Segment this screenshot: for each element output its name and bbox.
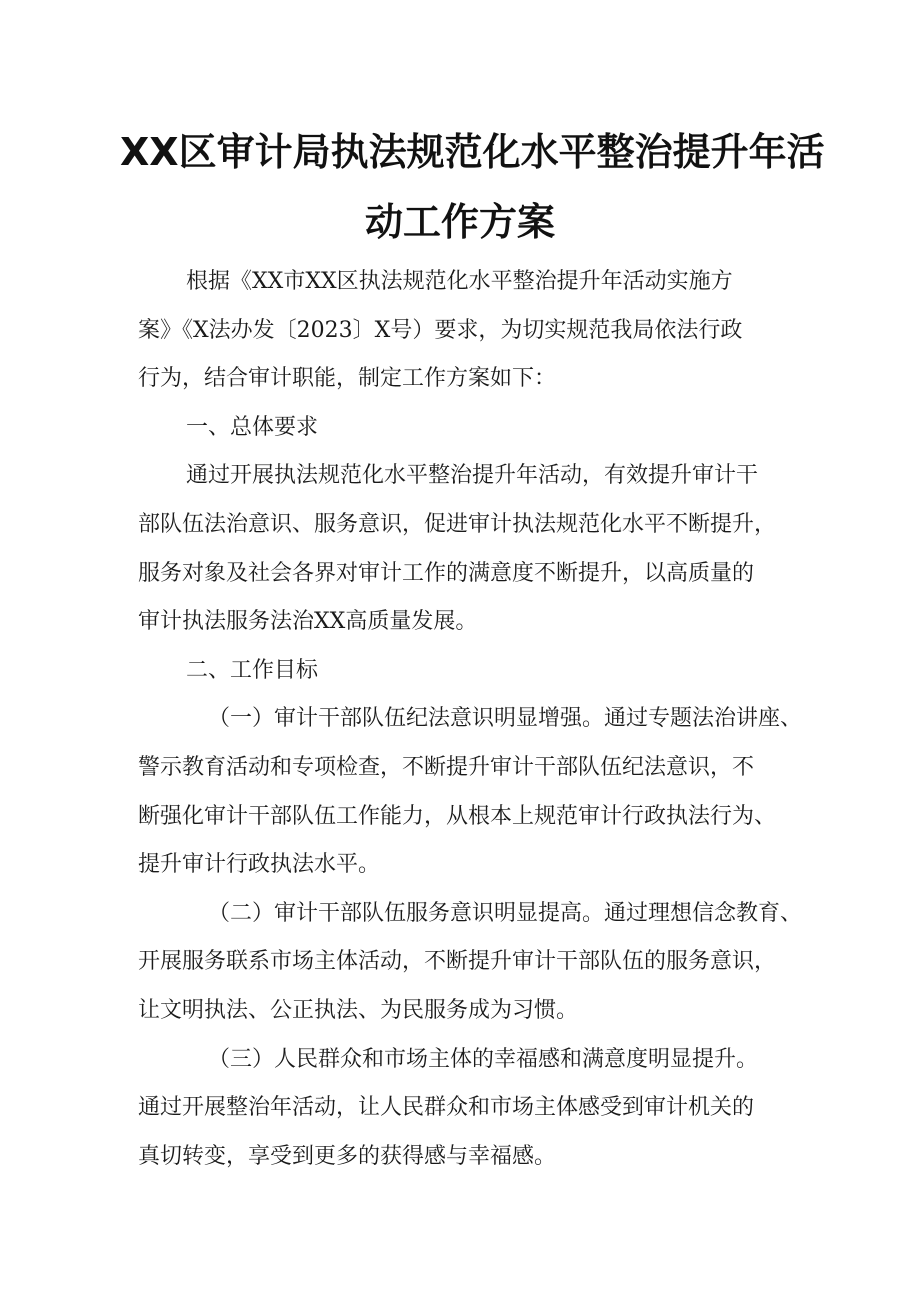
intro-paragraph-line: 根据《XX市XX区执法规范化水平整治提升年活动实施方 [186,269,733,294]
goal-1-line: 断强化审计干部队伍工作能力，从根本上规范审计行政执法行为、 [138,803,777,829]
general-requirements-line: 通过开展执法规范化水平整治提升年活动，有效提升审计干 [186,463,759,489]
goal-2-line: 让文明执法、公正执法、为民服务成为习惯。 [138,997,579,1023]
general-requirements-line: 审计执法服务法治XX高质量发展。 [138,609,478,635]
document-body [138,258,818,1181]
general-requirements-line: 部队伍法治意识、服务意识，促进审计执法规范化水平不断提升， [138,511,777,537]
document-title-line-2: 动工作方案 [364,200,555,244]
goal-3-line: （三）人民群众和市场主体的幸福感和满意度明显提升。 [208,1046,759,1072]
general-requirements-line: 服务对象及社会各界对审计工作的满意度不断提升，以高质量的 [138,560,755,586]
goal-3-line: 通过开展整治年活动，让人民群众和市场主体感受到审计机关的 [138,1095,755,1121]
intro-paragraph-line: 行为，结合审计职能，制定工作方案如下： [138,366,557,392]
section-heading-general-requirements: 一、总体要求 [186,414,319,440]
goal-3-line: 真切转变，享受到更多的获得感与幸福感。 [138,1143,557,1169]
goal-1-line: （一）审计干部队伍纪法意识明显增强。通过专题法治讲座、 [208,706,803,732]
goal-2-line: （二）审计干部队伍服务意识明显提高。通过理想信念教育、 [208,900,803,926]
goal-1-line: 提升审计行政执法水平。 [138,852,381,878]
goal-1-line: 警示教育活动和专项检查，不断提升审计干部队伍纪法意识，不 [138,754,755,780]
intro-paragraph-line: 案》《X法办发〔2023〕X号）要求，为切实规范我局依法行政 [138,317,743,343]
section-heading-work-goals: 二、工作目标 [186,657,319,683]
document-title-line-1: XX区审计局执法规范化水平整治提升年活 [120,130,825,174]
goal-2-line: 开展服务联系市场主体活动，不断提升审计干部队伍的服务意识， [138,949,777,975]
